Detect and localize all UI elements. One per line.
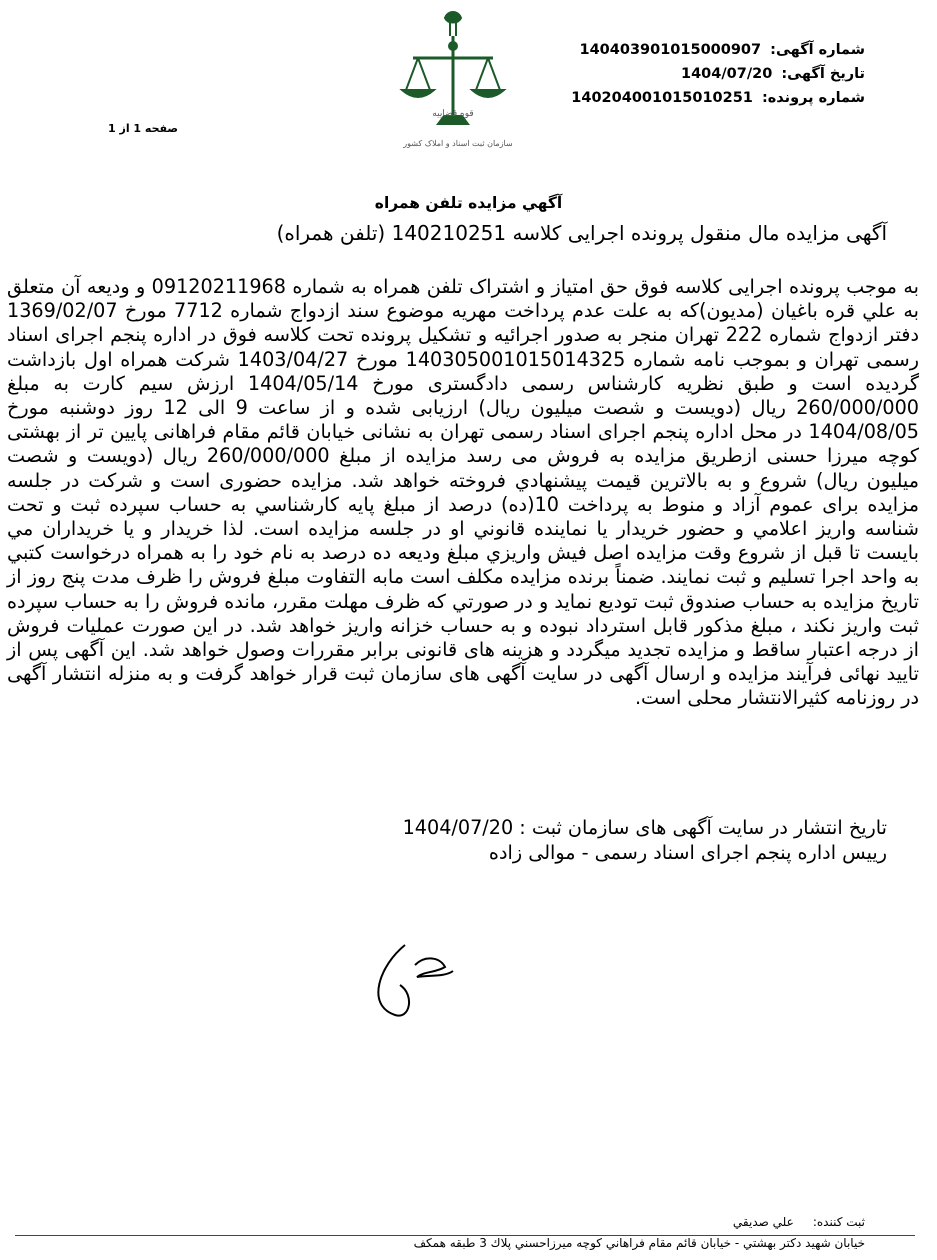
registrar-name: علي صديقي xyxy=(732,1215,794,1229)
footer xyxy=(5,1212,865,1254)
publish-date-row xyxy=(17,815,887,840)
ad-number: 14040390101500090​7 xyxy=(579,42,762,58)
signature xyxy=(345,905,495,1035)
emblem-text-2: سازمان ثبت اسناد و املاک کشور xyxy=(403,139,513,148)
address-line: خيابان شهيد دكتر بهشتي - خيابان قائم مقام فراهاني كوچه ميرزاحسني پلاك 3 طبقه همكف xyxy=(413,1236,865,1250)
page-subtitle: آگهی مزایده مال منقول پرونده اجرایی کلاسه 140210251 (تلفن همراه) xyxy=(276,221,887,245)
registrar-row xyxy=(5,1212,865,1233)
case-number-row xyxy=(465,86,865,110)
footer-divider xyxy=(15,1235,915,1236)
closing-block xyxy=(17,815,887,865)
ad-number-row xyxy=(465,38,865,62)
case-number: 140204001015010251 xyxy=(571,90,753,106)
notice-body: به موجب پرونده اجرایی کلاسه فوق حق امتیاز و اشتراک تلفن همراه به شماره 09120211968 و ودیعه آن متعلق به علي قره باغيان (مديون)كه به علت عدم پرداخت مهریه موضوع سند ازدواج شماره 7712 مورخ 1369/02/07 دفتر ازدواج شماره 222 تهران منجر به صدور اجرائیه و تشکیل پرونده تحت کلاسه فوق در اداره پنجم اجرای اسناد رسمی تهران و بموجب نامه شماره 140305001015014325 مورخ 1403/04/27 شرکت همراه اول بازداشت گردیده است و طبق نظریه کارشناس رسمی دادگستری مورخ 1404/05/14 ارزش سیم کارت به مبلغ 260/000/000 ريال (دویست و شصت میلیون ریال) ارزیابی شده و از ساعت 9 الی 12 روز دوشنبه مورخ 1404/08/05 در محل اداره پنجم اجرای اسناد رسمی تهران به نشانی خیابان قائم مقام فراهانی پایین تر از بهشتی کوچه میرزا حسنی ازطریق مزایده به فروش می رسد مزایده از مبلغ 260/000/000 ريال (دویست و شصت میلیون ریال) شروع و به بالاترين قيمت پيشنهادي فروخته خواهد شد. مزایده حضوری است و شرکت در جلسه مزایده برای عموم آزاد و منوط به پرداخت 10(ده) درصد از مبلغ پايه كارشناسي به حساب سپرده ثبت و تحت شناسه واريز اعلامي و حضور خريدار يا نماينده قانوني او در جلسه مزايده است. لذا خريدار و يا خريداران مي بايست تا قبل از شروع وقت مزايده اصل فيش واريزي مبلغ وديعه ده درصد به نام خود را به همراه درخواست كتبي به واحد اجرا تسليم و ثبت نمايند. ضمناً برنده مزايده مكلف است مابه التفاوت مبلغ فروش را ظرف مدت پنج روز از تاريخ مزايده به حساب صندوق ثبت توديع نمايد و در صورتي كه ظرف مهلت مقرر، مانده فروش را به حساب سپرده ثبت واريز نكند ، مبلغ مذكور قابل استرداد نبوده و به حساب خزانه واريز خواهد شد. در این صورت عملیات فروش از درجه اعتبار ساقط و مزایده تجدید میگردد و هزینه های قانونی برابر مقررات وصول خواهد شد. این آگهی پس از تایید نهائی فرآیند مزایده و ارسال آگهی در سایت آگهی های سازمان ثبت قرار خواهد گرفت و به منزله انتشار آگهی در روزنامه کثيرالانتشار محلی است. xyxy=(7,275,919,710)
ad-number-label: شماره آگهی: xyxy=(770,42,865,58)
case-number-label: شماره پرونده: xyxy=(761,90,865,106)
page-title: آگهي مزايده تلفن همراه xyxy=(374,194,563,212)
ad-date: 1404/07/20 xyxy=(681,66,773,82)
page-indicator: صفحه 1 از 1 xyxy=(108,122,179,135)
header-info xyxy=(465,38,865,110)
emblem-text-1: قوه قضاییه xyxy=(432,109,474,119)
signer-line: رييس اداره پنجم اجرای اسناد رسمی - موالی زاده xyxy=(488,841,887,864)
ad-date-label: تاریخ آگهی: xyxy=(781,66,865,82)
registrar-label: ثبت كننده: xyxy=(812,1215,865,1229)
publish-date-label: تاریخ انتشار در سایت آگهی های سازمان ثبت : xyxy=(519,816,887,839)
ad-date-row xyxy=(465,62,865,86)
publish-date: 1404/07/20 xyxy=(402,816,514,839)
